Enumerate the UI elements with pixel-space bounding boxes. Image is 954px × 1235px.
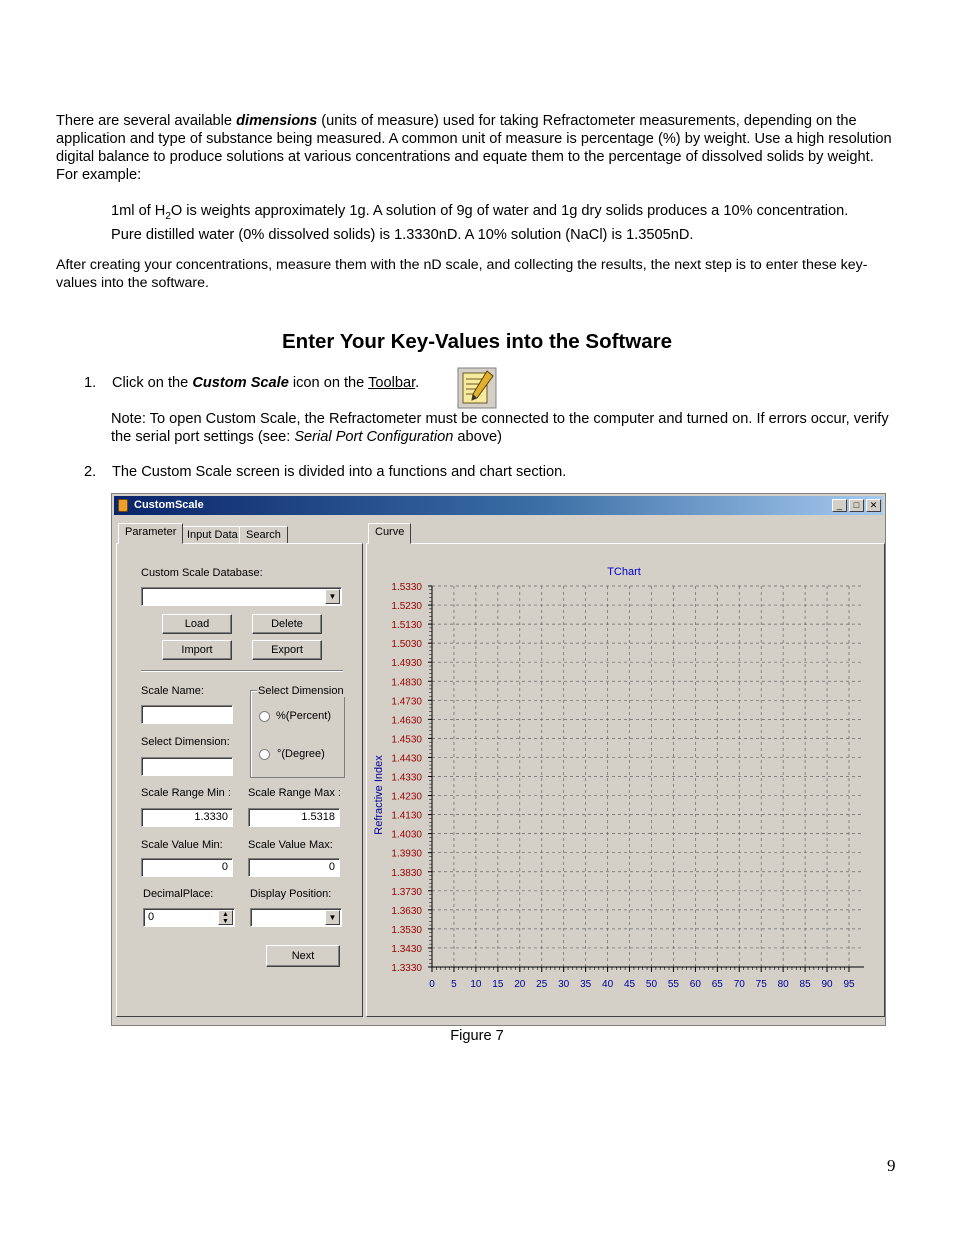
select-dimension-label: Select Dimension: (141, 736, 230, 748)
step-2 (84, 463, 904, 481)
value-min-input[interactable]: 0 (141, 858, 233, 877)
spinner-icon[interactable]: ▲ ▼ (218, 910, 233, 925)
y-tick-label: 1.4930 (391, 658, 422, 670)
tab-search[interactable]: Search (239, 526, 288, 544)
delete-button[interactable]: Delete (252, 614, 322, 634)
select-dimension-input[interactable] (141, 757, 233, 776)
step-1-number: 1. (84, 375, 97, 391)
y-tick-label: 1.3430 (391, 943, 422, 955)
note-text-2: above) (453, 429, 503, 445)
import-button[interactable]: Import (162, 640, 232, 660)
window-title: CustomScale (134, 499, 204, 511)
radio-percent[interactable] (259, 711, 270, 722)
x-tick-label: 35 (580, 979, 592, 990)
after-paragraph: After creating your concentrations, measure them with the nD scale, and collecting the results, the next step is to enter these key-values into the software. (56, 257, 868, 291)
decimal-place-value: 0 (148, 911, 155, 923)
minimize-button[interactable]: _ (832, 499, 847, 512)
radio-degree-label: °(Degree) (277, 748, 325, 760)
x-tick-label: 25 (536, 979, 548, 990)
tab-parameter[interactable]: Parameter (118, 523, 183, 544)
page-number: 9 (887, 1156, 896, 1175)
tab-input-data[interactable]: Input Data (180, 526, 245, 544)
tab-curve[interactable]: Curve (368, 523, 411, 544)
db-select[interactable] (141, 587, 342, 606)
x-tick-label: 85 (799, 979, 811, 990)
y-tick-label: 1.4230 (391, 791, 422, 803)
x-tick-labels (429, 979, 855, 990)
chevron-down-icon[interactable]: ▼ (325, 589, 340, 604)
figure-caption: Figure 7 (450, 1028, 504, 1044)
db-label: Custom Scale Database: (141, 567, 263, 579)
y-tick-label: 1.3830 (391, 867, 422, 879)
step-2-text: The Custom Scale screen is divided into a functions and chart section. (112, 464, 567, 480)
x-tick-label: 5 (451, 979, 457, 990)
y-tick-label: 1.4830 (391, 677, 422, 689)
tchart-chart (367, 544, 884, 1016)
range-min-input[interactable]: 1.3330 (141, 808, 233, 827)
scale-name-input[interactable] (141, 705, 233, 724)
intro-text-1: There are several available (56, 113, 237, 129)
note-paragraph (111, 410, 891, 446)
y-tick-label: 1.5330 (391, 582, 422, 593)
range-max-label: Scale Range Max : (248, 787, 341, 799)
dimension-group-label: Select Dimension (258, 685, 344, 697)
scale-name-label: Scale Name: (141, 685, 204, 697)
x-tick-label: 20 (514, 979, 526, 990)
x-tick-label: 55 (667, 979, 679, 990)
y-tick-labels (391, 582, 422, 974)
intro-paragraph (56, 112, 896, 184)
toolbar-link[interactable]: Toolbar (368, 375, 416, 391)
x-tick-label: 15 (492, 979, 504, 990)
decimal-place-label: DecimalPlace: (143, 888, 214, 900)
app-icon (118, 499, 128, 512)
value-min-label: Scale Value Min: (141, 839, 223, 851)
export-button[interactable]: Export (252, 640, 322, 660)
range-min-label: Scale Range Min : (141, 787, 231, 799)
y-tick-label: 1.5030 (391, 639, 422, 651)
value-max-input[interactable]: 0 (248, 858, 340, 877)
step-1-bold: Custom Scale (192, 375, 289, 391)
display-position-label: Display Position: (250, 888, 332, 900)
customscale-window (111, 493, 886, 1026)
example-subscript: 2 (165, 210, 171, 222)
x-tick-label: 10 (470, 979, 482, 990)
y-tick-label: 1.5130 (391, 620, 422, 632)
x-tick-label: 90 (821, 979, 833, 990)
x-tick-label: 0 (429, 979, 435, 990)
intro-text-2: (units of measure) used for taking Refractometer measurements, depending on the application and type of substance being measured. A common unit of measure is percentage (%) by weight. Use a high resolution digital balance to produce solutions at various concentrations and equate them to the percentage of dissolved solids by weight. For example: (56, 113, 892, 183)
divider (141, 670, 343, 672)
x-tick-label: 45 (623, 979, 636, 990)
step-1-text-2: icon on the (288, 375, 369, 391)
x-tick-label: 30 (558, 979, 570, 990)
intro-bold-term: dimensions (236, 113, 318, 129)
x-tick-label: 80 (777, 979, 789, 990)
y-tick-label: 1.4530 (391, 734, 422, 746)
step-2-number: 2. (84, 464, 97, 480)
decimal-place-spinner[interactable] (143, 908, 235, 927)
x-tick-label: 95 (843, 979, 855, 990)
step-1-text-1: Click on the (112, 375, 193, 391)
radio-degree[interactable] (259, 749, 270, 760)
y-tick-label: 1.4330 (391, 772, 422, 784)
y-tick-label: 1.4030 (391, 829, 422, 841)
x-tick-label: 65 (711, 979, 723, 990)
example-text-2: O is weights approximately 1g. A solution of 9g of water and 1g dry solids produces a 10% concentration. Pure distilled water (0% dissolved solids) is 1.3330nD. A 10% solution (NaCl) is 1.3505nD. (111, 203, 849, 243)
close-button[interactable]: ✕ (866, 499, 881, 512)
chart-grid (432, 586, 864, 967)
example-paragraph (111, 202, 871, 244)
value-max-label: Scale Value Max: (248, 839, 333, 851)
dimension-group (250, 690, 345, 778)
range-max-input[interactable]: 1.5318 (248, 808, 340, 827)
x-tick-label: 70 (733, 979, 745, 990)
y-tick-label: 1.3630 (391, 905, 422, 917)
chevron-down-icon[interactable]: ▼ (325, 910, 340, 925)
parameter-panel (116, 543, 363, 1017)
next-button[interactable]: Next (266, 945, 340, 967)
y-tick-label: 1.4430 (391, 753, 422, 765)
window-titlebar[interactable] (114, 496, 883, 515)
y-tick-label: 1.3530 (391, 924, 422, 936)
notepad-pencil-icon (457, 367, 497, 409)
y-axis-label: Refractive Index (373, 755, 385, 835)
y-tick-label: 1.4130 (391, 810, 422, 822)
section-heading: Enter Your Key-Values into the Software (282, 330, 672, 353)
x-tick-label: 75 (755, 979, 767, 990)
load-button[interactable]: Load (162, 614, 232, 634)
note-text-1: Note: To open Custom Scale, the Refractometer must be connected to the computer and turned on. If errors occur, verify the serial port settings (see: (111, 411, 889, 445)
curve-panel (366, 543, 885, 1017)
note-italic: Serial Port Configuration (294, 429, 454, 445)
y-tick-label: 1.3930 (391, 848, 422, 860)
radio-percent-label: %(Percent) (276, 710, 332, 722)
y-tick-label: 1.4730 (391, 696, 422, 708)
x-tick-label: 50 (645, 979, 658, 990)
chart-title: TChart (607, 566, 641, 578)
y-tick-label: 1.3730 (391, 886, 422, 898)
x-tick-label: 60 (689, 979, 701, 990)
x-tick-label: 40 (602, 979, 614, 990)
example-text-1: 1ml of H (111, 203, 166, 219)
chart-axes (428, 586, 864, 972)
y-tick-label: 1.4630 (391, 715, 422, 727)
step-1-text-3: . (415, 375, 420, 391)
y-tick-label: 1.3330 (391, 963, 422, 974)
y-tick-label: 1.5230 (391, 601, 422, 613)
maximize-button[interactable]: □ (849, 499, 864, 512)
display-position-select[interactable] (250, 908, 342, 927)
